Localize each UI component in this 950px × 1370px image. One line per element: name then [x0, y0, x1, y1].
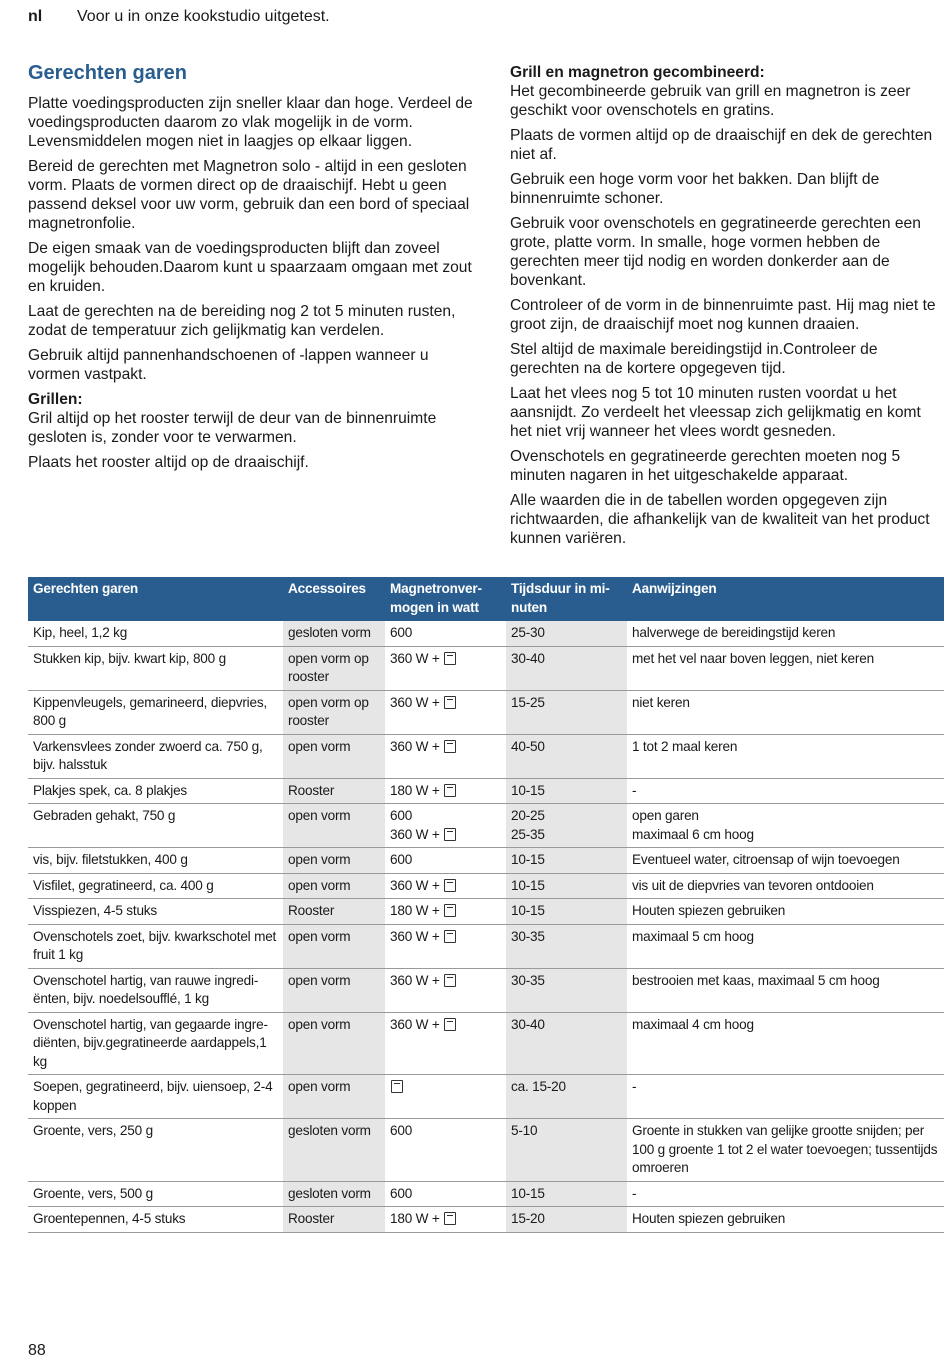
time-cell	[506, 778, 627, 804]
time-value: 30-40	[511, 1016, 545, 1032]
paragraph: Plaats het rooster altijd op de draaischijf.	[28, 454, 309, 471]
grill-icon	[444, 740, 456, 753]
time-cell	[506, 1181, 627, 1207]
time-cell	[506, 804, 627, 848]
notes-cell	[627, 1012, 944, 1075]
notes-cell	[627, 734, 944, 778]
dish-cell: Stukken kip, bijv. kwart kip, 800 g	[28, 646, 283, 690]
dish-cell: vis, bijv. filetstukken, 400 g	[28, 848, 283, 874]
grill-icon	[444, 879, 456, 892]
dish-cell: Kippenvleugels, gemarineerd, diepvries, 800 g	[28, 690, 283, 734]
dish-cell: Visfilet, gegratineerd, ca. 400 g	[28, 873, 283, 899]
table-row	[28, 968, 944, 1012]
table-row	[28, 734, 944, 778]
time-cell	[506, 646, 627, 690]
power-line	[390, 738, 501, 757]
power-cell	[385, 778, 506, 804]
accessory-cell: open vorm	[283, 873, 385, 899]
dish-cell: Visspiezen, 4-5 stuks	[28, 899, 283, 925]
grill-icon	[444, 930, 456, 943]
grill-heading: Grillen:	[28, 391, 83, 408]
note-text: maximaal 6 cm hoog	[632, 826, 754, 842]
notes-cell	[627, 968, 944, 1012]
right-column	[510, 63, 940, 554]
dish-cell: Ovenschotels zoet, bijv. kwarkschotel met fruit 1 kg	[28, 924, 283, 968]
dish-cell: Groente, vers, 250 g	[28, 1119, 283, 1182]
dish-cell: Groentepennen, 4-5 stuks	[28, 1207, 283, 1233]
notes-cell	[627, 1207, 944, 1233]
table-row	[28, 848, 944, 874]
column-header: Tijdsduur in minuten	[506, 577, 627, 621]
paragraph: Gebruik voor ovenschotels en gegratineerde gerechten een grote, platte vorm. In smalle, hoge vormen hebben de gerechten meer tijd nodig en worden donkerder aan de bovenkant.	[510, 215, 921, 289]
time-value: 5-10	[511, 1123, 538, 1138]
table-row	[28, 1012, 944, 1075]
note-text: vis uit de diepvries van tevoren ontdooien	[632, 877, 874, 893]
language-code: nl	[28, 8, 43, 25]
note-text: open garen	[632, 808, 699, 823]
table-row	[28, 899, 944, 925]
power-line	[390, 851, 501, 870]
power-cell	[385, 848, 506, 874]
power-value: 600	[390, 625, 413, 640]
power-value: 600	[390, 852, 413, 867]
power-line	[390, 928, 501, 947]
notes-cell	[627, 690, 944, 734]
power-line	[390, 624, 501, 643]
table-row	[28, 621, 944, 646]
note-text: Houten spiezen gebruiken	[632, 1211, 786, 1226]
dish-cell: Kip, heel, 1,2 kg	[28, 621, 283, 646]
accessory-cell: open vorm	[283, 848, 385, 874]
power-line	[390, 972, 501, 991]
dish-cell: Ovenschotel hartig, van rauwe ingrediënten, bijv. noedelsoufflé, 1 kg	[28, 968, 283, 1012]
table-row	[28, 778, 944, 804]
power-value: 600	[390, 1185, 413, 1201]
notes-cell	[627, 873, 944, 899]
accessory-cell: gesloten vorm	[283, 1181, 385, 1207]
column-header: Aanwijzingen	[627, 577, 944, 621]
power-line	[390, 782, 501, 801]
power-cell	[385, 646, 506, 690]
time-value: 40-50	[511, 738, 545, 754]
paragraph: Ovenschotels en gegratineerde gerechten moeten nog 5 minuten nagaren in het uitgeschakelde apparaat.	[510, 448, 901, 484]
power-value: 600	[390, 808, 413, 823]
power-line	[390, 1016, 501, 1035]
time-cell	[506, 873, 627, 899]
table-row	[28, 690, 944, 734]
time-value: 15-25	[511, 694, 545, 710]
note-text: maximaal 5 cm hoog	[632, 928, 754, 944]
power-cell	[385, 1207, 506, 1233]
power-cell	[385, 734, 506, 778]
accessory-cell: open vorm	[283, 924, 385, 968]
table-row	[28, 1075, 944, 1119]
page-number: 88	[28, 1342, 46, 1359]
grill-icon	[444, 652, 456, 665]
grill-icon	[444, 828, 456, 841]
table-row	[28, 1207, 944, 1233]
power-value: 600	[390, 1123, 413, 1138]
power-value: 360 W +	[390, 972, 440, 988]
power-cell	[385, 873, 506, 899]
time-value: 10-15	[511, 1185, 545, 1201]
note-text: Groente in stukken van gelijke grootte snijden; per 100 g groente 1 tot 2 el water toevoegen; tussentijds omroeren	[632, 1123, 938, 1175]
time-value: 10-15	[511, 782, 545, 798]
table-row	[28, 1119, 944, 1182]
power-cell	[385, 621, 506, 646]
accessory-cell: open vorm	[283, 734, 385, 778]
paragraph: Bereid de gerechten met Magnetron solo - altijd in een gesloten vorm. Plaats de vormen direct op de draaischijf. Hebt u geen passend deksel voor uw vorm, gebruik dan een bord of speciaal magnetronfolie.	[28, 158, 470, 232]
dish-cell: Plakjes spek, ca. 8 plakjes	[28, 778, 283, 804]
power-line	[390, 1122, 501, 1141]
note-text: halverwege de bereidingstijd keren	[632, 625, 836, 640]
notes-cell	[627, 621, 944, 646]
note-text: bestrooien met kaas, maximaal 5 cm hoog	[632, 972, 880, 988]
power-line	[390, 902, 501, 921]
dish-cell: Ovenschotel hartig, van gegaarde ingrediënten, bijv.gegratineerde aardappels,1 kg	[28, 1012, 283, 1075]
time-value: 30-35	[511, 928, 545, 944]
power-cell	[385, 804, 506, 848]
dish-cell: Varkensvlees zonder zwoerd ca. 750 g, bijv. halsstuk	[28, 734, 283, 778]
grill-icon	[391, 1080, 403, 1093]
power-cell	[385, 924, 506, 968]
time-value: 10-15	[511, 903, 545, 918]
power-line	[390, 1078, 501, 1097]
grill-icon	[444, 904, 456, 917]
power-value: 360 W +	[390, 877, 440, 893]
power-cell	[385, 1181, 506, 1207]
power-value: 360 W +	[390, 738, 440, 754]
paragraph: Platte voedingsproducten zijn sneller klaar dan hoge. Verdeel de voedingsproducten daarom zo vlak mogelijk in de vorm. Levensmiddelen mogen niet in laagjes op elkaar liggen.	[28, 95, 473, 150]
notes-cell	[627, 646, 944, 690]
notes-cell	[627, 804, 944, 848]
paragraph: Laat de gerechten na de bereiding nog 2 tot 5 minuten rusten, zodat de temperatuur zich gelijkmatig kan verdelen.	[28, 303, 456, 339]
notes-cell	[627, 924, 944, 968]
page-header	[28, 8, 330, 26]
time-cell	[506, 899, 627, 925]
accessory-cell: gesloten vorm	[283, 621, 385, 646]
paragraph: De eigen smaak van de voedingsproducten blijft dan zoveel mogelijk behouden.Daarom kunt u spaarzaam omgaan met zout en kruiden.	[28, 240, 472, 295]
power-value: 180 W +	[390, 782, 440, 798]
grill-icon	[444, 784, 456, 797]
power-cell	[385, 1012, 506, 1075]
note-text: -	[632, 782, 637, 798]
power-value: 180 W +	[390, 1211, 440, 1226]
dish-cell: Groente, vers, 500 g	[28, 1181, 283, 1207]
power-value: 180 W +	[390, 903, 440, 918]
power-cell	[385, 1075, 506, 1119]
time-cell	[506, 1207, 627, 1233]
accessory-cell: Rooster	[283, 778, 385, 804]
power-value: 360 W +	[390, 694, 440, 710]
table-row	[28, 924, 944, 968]
time-value: 15-20	[511, 1211, 545, 1226]
time-value: 10-15	[511, 852, 545, 867]
column-header: Accessoires	[283, 577, 385, 621]
paragraph: Gril altijd op het rooster terwijl de deur van de binnenruimte gesloten is, zonder voor te verwarmen.	[28, 410, 437, 446]
paragraph: Gebruik altijd pannenhandschoenen of -lappen wanneer u vormen vastpakt.	[28, 347, 429, 383]
note-text: niet keren	[632, 694, 690, 710]
paragraph: Laat het vlees nog 5 tot 10 minuten rusten voordat u het aansnijdt. Zo verdeelt het vleessap zich gelijkmatig en komt het niet vrij wanneer het vlees wordt gesneden.	[510, 385, 921, 440]
notes-cell	[627, 1181, 944, 1207]
power-value: 360 W +	[390, 1016, 440, 1032]
header-text: Voor u in onze kookstudio uitgetest.	[77, 8, 330, 25]
time-cell	[506, 848, 627, 874]
paragraph: Het gecombineerde gebruik van grill en magnetron is zeer geschikt voor ovenschotels en gratins.	[510, 83, 911, 119]
notes-cell	[627, 1119, 944, 1182]
notes-cell	[627, 848, 944, 874]
table-row	[28, 1181, 944, 1207]
power-line	[390, 826, 501, 845]
power-value: 360 W +	[390, 650, 440, 666]
paragraph: Gebruik een hoge vorm voor het bakken. Dan blijft de binnenruimte schoner.	[510, 171, 880, 207]
paragraph: Plaats de vormen altijd op de draaischijf en dek de gerechten niet af.	[510, 127, 933, 163]
column-header: Magnetronvermogen in watt	[385, 577, 506, 621]
note-text: maximaal 4 cm hoog	[632, 1016, 754, 1032]
power-cell	[385, 899, 506, 925]
time-value: 25-35	[511, 826, 545, 842]
accessory-cell: open vorm	[283, 968, 385, 1012]
time-cell	[506, 1119, 627, 1182]
note-text: -	[632, 1185, 637, 1201]
table-row	[28, 804, 944, 848]
accessory-cell: open vorm	[283, 1012, 385, 1075]
power-value: 360 W +	[390, 928, 440, 944]
time-cell	[506, 690, 627, 734]
accessory-cell: open vorm	[283, 804, 385, 848]
paragraph: Alle waarden die in de tabellen worden opgegeven zijn richtwaarden, die afhankelijk van de kwaliteit van het product kunnen variëren.	[510, 492, 930, 547]
accessory-cell: open vorm op rooster	[283, 690, 385, 734]
time-value: 30-40	[511, 650, 545, 666]
section-title: Gerechten garen	[28, 62, 187, 84]
time-cell	[506, 621, 627, 646]
time-cell	[506, 734, 627, 778]
combi-heading: Grill en magnetron gecombineerd:	[510, 64, 765, 81]
power-line	[390, 694, 501, 713]
time-value: ca. 15-20	[511, 1079, 566, 1094]
dish-cell: Gebraden gehakt, 750 g	[28, 804, 283, 848]
power-line	[390, 650, 501, 669]
grill-icon	[444, 1212, 456, 1225]
time-value: 30-35	[511, 972, 545, 988]
grill-icon	[444, 696, 456, 709]
time-value: 10-15	[511, 877, 545, 893]
time-value: 25-30	[511, 625, 545, 640]
paragraph: Controleer of de vorm in de binnenruimte past. Hij mag niet te groot zijn, de draaischijf moet nog kunnen draaien.	[510, 297, 936, 333]
power-value: 360 W +	[390, 826, 440, 842]
table-row	[28, 873, 944, 899]
time-cell	[506, 924, 627, 968]
time-value: 20-25	[511, 808, 545, 823]
power-line	[390, 1210, 501, 1229]
accessory-cell: open vorm	[283, 1075, 385, 1119]
time-cell	[506, 1012, 627, 1075]
table-row	[28, 646, 944, 690]
notes-cell	[627, 778, 944, 804]
grill-icon	[444, 1018, 456, 1031]
note-text: met het vel naar boven leggen, niet keren	[632, 650, 874, 666]
time-cell	[506, 968, 627, 1012]
note-text: 1 tot 2 maal keren	[632, 738, 738, 754]
power-line	[390, 1185, 501, 1204]
power-cell	[385, 690, 506, 734]
paragraph: Stel altijd de maximale bereidingstijd in.Controleer de gerechten na de kortere opgegeven tijd.	[510, 341, 878, 377]
note-text: Houten spiezen gebruiken	[632, 903, 786, 918]
accessory-cell: Rooster	[283, 1207, 385, 1233]
grill-icon	[444, 974, 456, 987]
cooking-table	[28, 577, 944, 1233]
power-cell	[385, 1119, 506, 1182]
power-cell	[385, 968, 506, 1012]
note-text: Eventueel water, citroensap of wijn toevoegen	[632, 852, 900, 867]
power-line	[390, 877, 501, 896]
note-text: -	[632, 1079, 637, 1094]
accessory-cell: Rooster	[283, 899, 385, 925]
left-column	[28, 60, 473, 478]
notes-cell	[627, 899, 944, 925]
time-cell	[506, 1075, 627, 1119]
power-line	[390, 807, 501, 826]
dish-cell: Soepen, gegratineerd, bijv. uiensoep, 2-4 koppen	[28, 1075, 283, 1119]
notes-cell	[627, 1075, 944, 1119]
accessory-cell: gesloten vorm	[283, 1119, 385, 1182]
table-header-row	[28, 577, 944, 621]
accessory-cell: open vorm op rooster	[283, 646, 385, 690]
column-header: Gerechten garen	[28, 577, 283, 621]
